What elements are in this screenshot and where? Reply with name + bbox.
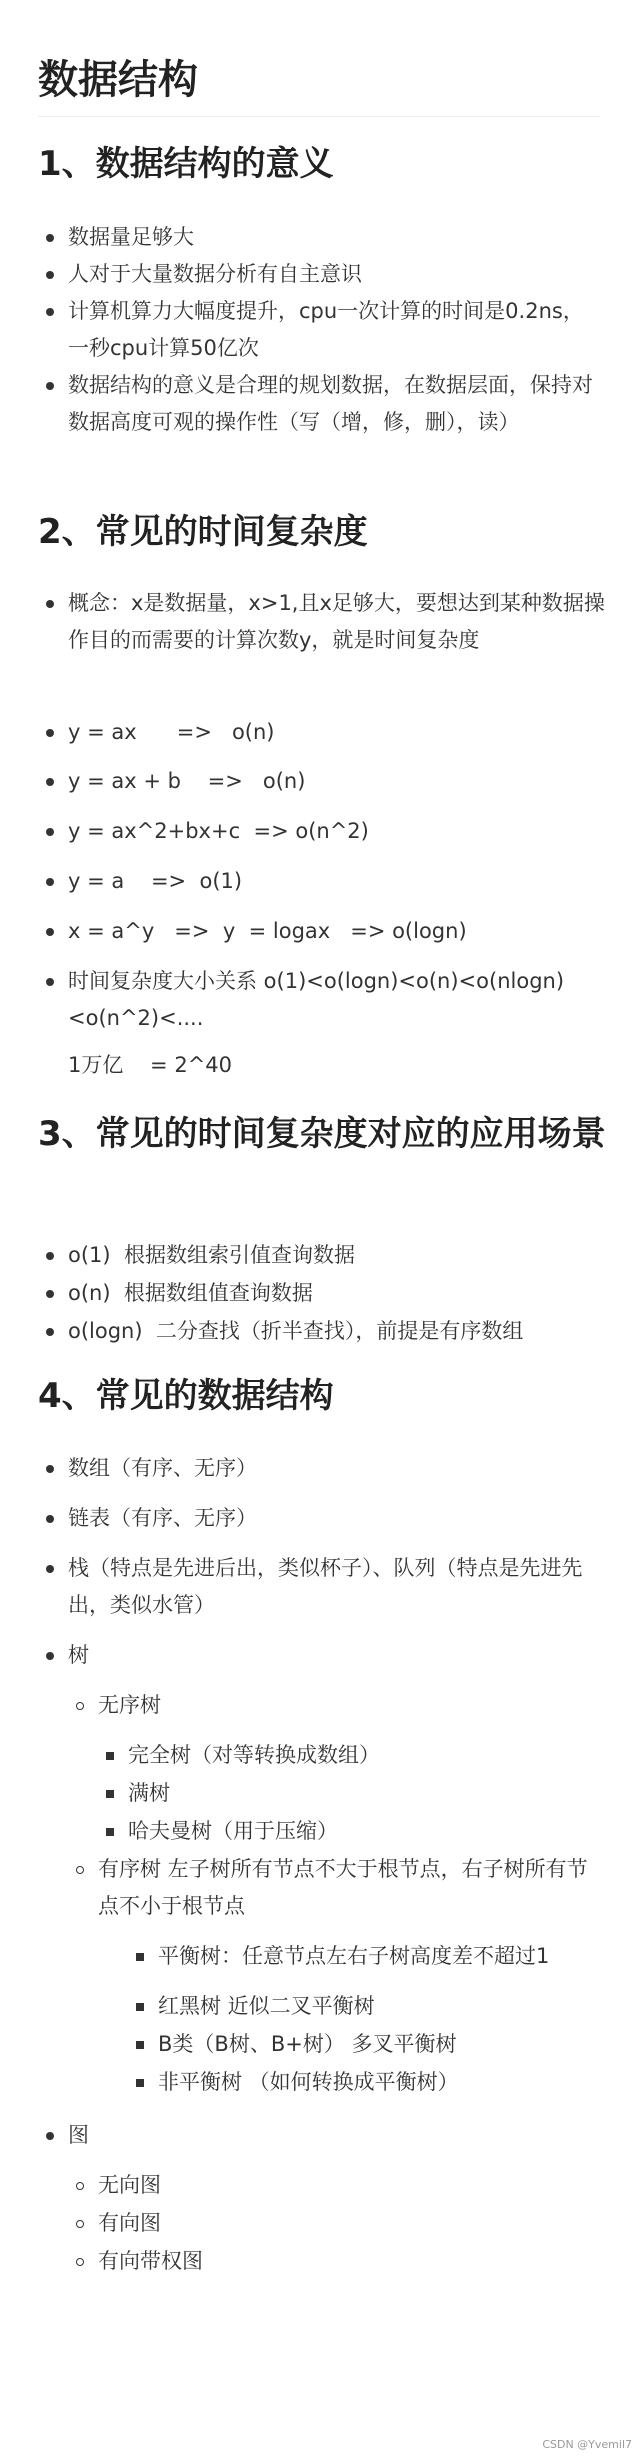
bullet-circle-1 [76, 1702, 84, 1710]
list-item: y = ax + b => o(n) [68, 769, 306, 793]
list-item: B类（B树、B+树） 多叉平衡树 [158, 2032, 457, 2056]
list-item: 无向图 [98, 2173, 161, 2197]
list-item: y = a => o(1) [68, 869, 243, 893]
bullet-dot-18 [46, 1652, 54, 1660]
bullet-dot-5 [46, 600, 54, 608]
section-heading-4: 4、常见的数据结构 [38, 1376, 334, 1416]
list-item: 时间复杂度大小关系 o(1)<o(logn)<o(n)<o(nlogn)<o(n^2)<.... [68, 969, 565, 1030]
bullet-dot-17 [46, 1565, 54, 1573]
list-item: 有序树 左子树所有节点不大于根节点，右子树所有节点不小于根节点 [98, 1857, 588, 1918]
bullet-dot-8 [46, 828, 54, 836]
bullet-circle-3 [76, 2182, 84, 2190]
bullet-dot-16 [46, 1515, 54, 1523]
bullet-dot-14 [46, 1328, 54, 1336]
bullet-square-5 [136, 2003, 144, 2011]
bullet-dot-9 [46, 878, 54, 886]
section-heading-2: 2、常见的时间复杂度 [38, 512, 368, 552]
list-item: 有向带权图 [98, 2249, 203, 2273]
list-item: 完全树（对等转换成数组） [128, 1743, 380, 1767]
bullet-dot-6 [46, 729, 54, 737]
bullet-dot-12 [46, 1252, 54, 1260]
list-item: o(1) 根据数组索引值查询数据 [68, 1243, 355, 1267]
bullet-circle-5 [76, 2258, 84, 2266]
list-item: 有向图 [98, 2211, 161, 2235]
bullet-circle-2 [76, 1866, 84, 1874]
list-item: 平衡树：任意节点左右子树高度差不超过1 [158, 1944, 550, 1968]
watermark-footer: CSDN @Yvemil7 [542, 2438, 632, 2451]
bullet-square-1 [106, 1752, 114, 1760]
bullet-square-2 [106, 1790, 114, 1798]
list-item: 概念：x是数据量，x>1,且x足够大，要想达到某种数据操作目的而需要的计算次数y，就是时间复杂度 [68, 591, 605, 652]
bullet-dot-1 [46, 234, 54, 242]
list-item: 数据量足够大 [68, 225, 194, 249]
list-item: 数组（有序、无序） [68, 1456, 257, 1480]
list-item: 人对于大量数据分析有自主意识 [68, 262, 362, 286]
note-text: 1万亿 = 2^40 [68, 1053, 233, 1077]
list-item: 非平衡树 （如何转换成平衡树） [158, 2070, 459, 2094]
bullet-square-6 [136, 2041, 144, 2049]
bullet-dot-15 [46, 1465, 54, 1473]
bullet-dot-2 [46, 271, 54, 279]
bullet-dot-13 [46, 1290, 54, 1298]
list-item: y = ax => o(n) [68, 720, 275, 744]
list-item: 数据结构的意义是合理的规划数据，在数据层面，保持对数据高度可观的操作性（写（增，修，删），读） [68, 373, 593, 434]
list-item: 满树 [128, 1781, 170, 1805]
bullet-dot-19 [46, 2132, 54, 2140]
document-title: 数据结构 [38, 52, 600, 117]
list-item: 链表（有序、无序） [68, 1506, 257, 1530]
bullet-dot-10 [46, 928, 54, 936]
section-heading-3: 3、常见的时间复杂度对应的应用场景 [38, 1114, 606, 1154]
bullet-dot-11 [46, 978, 54, 986]
bullet-circle-4 [76, 2220, 84, 2228]
list-item: 树 [68, 1643, 89, 1667]
bullet-square-3 [106, 1828, 114, 1836]
list-item: 图 [68, 2123, 89, 2147]
list-item: x = a^y => y = logax => o(logn) [68, 919, 467, 943]
list-item: 栈（特点是先进后出，类似杯子）、队列（特点是先进先出，类似水管） [68, 1556, 583, 1617]
bullet-dot-3 [46, 308, 54, 316]
list-item: 无序树 [98, 1693, 161, 1717]
list-item: o(logn) 二分查找（折半查找），前提是有序数组 [68, 1319, 524, 1343]
section-heading-1: 1、数据结构的意义 [38, 144, 334, 184]
list-item: o(n) 根据数组值查询数据 [68, 1281, 313, 1305]
list-item: 红黑树 近似二叉平衡树 [158, 1994, 375, 2018]
list-item: 哈夫曼树（用于压缩） [128, 1819, 338, 1843]
bullet-dot-4 [46, 382, 54, 390]
list-item: y = ax^2+bx+c => o(n^2) [68, 819, 369, 843]
bullet-dot-7 [46, 778, 54, 786]
list-item: 计算机算力大幅度提升，cpu一次计算的时间是0.2ns，一秒cpu计算50亿次 [68, 299, 584, 360]
